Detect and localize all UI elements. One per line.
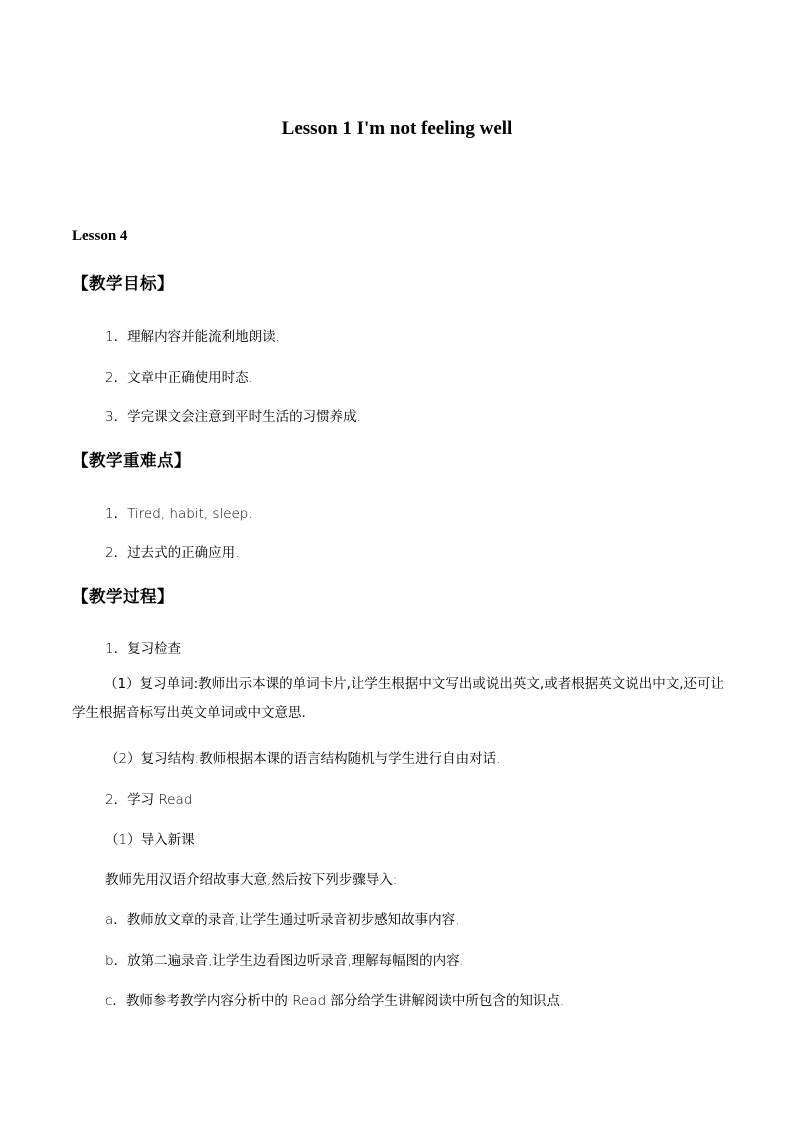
- process-sub-c: c．教师参考教学内容分析中的 Read 部分给学生讲解阅读中所包含的知识点.: [105, 993, 565, 1009]
- objectives-heading: 【教学目标】: [72, 274, 174, 293]
- objective-item-2: 2．文章中正确使用时态.: [105, 370, 253, 386]
- objective-item-1: 1．理解内容并能流利地朗读.: [105, 329, 280, 345]
- process-sub-b: b．放第二遍录音,让学生边看图边听录音,理解每幅图的内容.: [105, 953, 464, 969]
- process-step-1-b: （2）复习结构:教师根据本课的语言结构随机与学生进行自由对话.: [105, 751, 501, 767]
- process-step-2-a: （1）导入新课: [105, 832, 195, 848]
- process-step-1-a: （1）复习单词:教师出示本课的单词卡片,让学生根据中文写出或说出英文,或者根据英文说出中文,还可让学生根据音标写出英文单词或中文意思.: [72, 676, 725, 721]
- process-step-2: 2．学习 Read: [105, 792, 193, 808]
- key-point-item-1: 1．Tired, habit, sleep.: [105, 506, 253, 522]
- objective-item-3: 3．学完课文会注意到平时生活的习惯养成.: [105, 409, 361, 425]
- key-point-item-2: 2．过去式的正确应用.: [105, 545, 240, 561]
- document-title: Lesson 1 I'm not feeling well: [281, 118, 513, 139]
- process-intro: 教师先用汉语介绍故事大意,然后按下列步骤导入:: [105, 872, 398, 888]
- process-step-1: 1．复习检查: [105, 641, 182, 657]
- process-sub-a: a．教师放文章的录音,让学生通过听录音初步感知故事内容.: [105, 912, 460, 928]
- key-points-heading: 【教学重难点】: [72, 451, 191, 470]
- lesson-label: Lesson 4: [72, 228, 128, 244]
- process-heading: 【教学过程】: [72, 587, 174, 606]
